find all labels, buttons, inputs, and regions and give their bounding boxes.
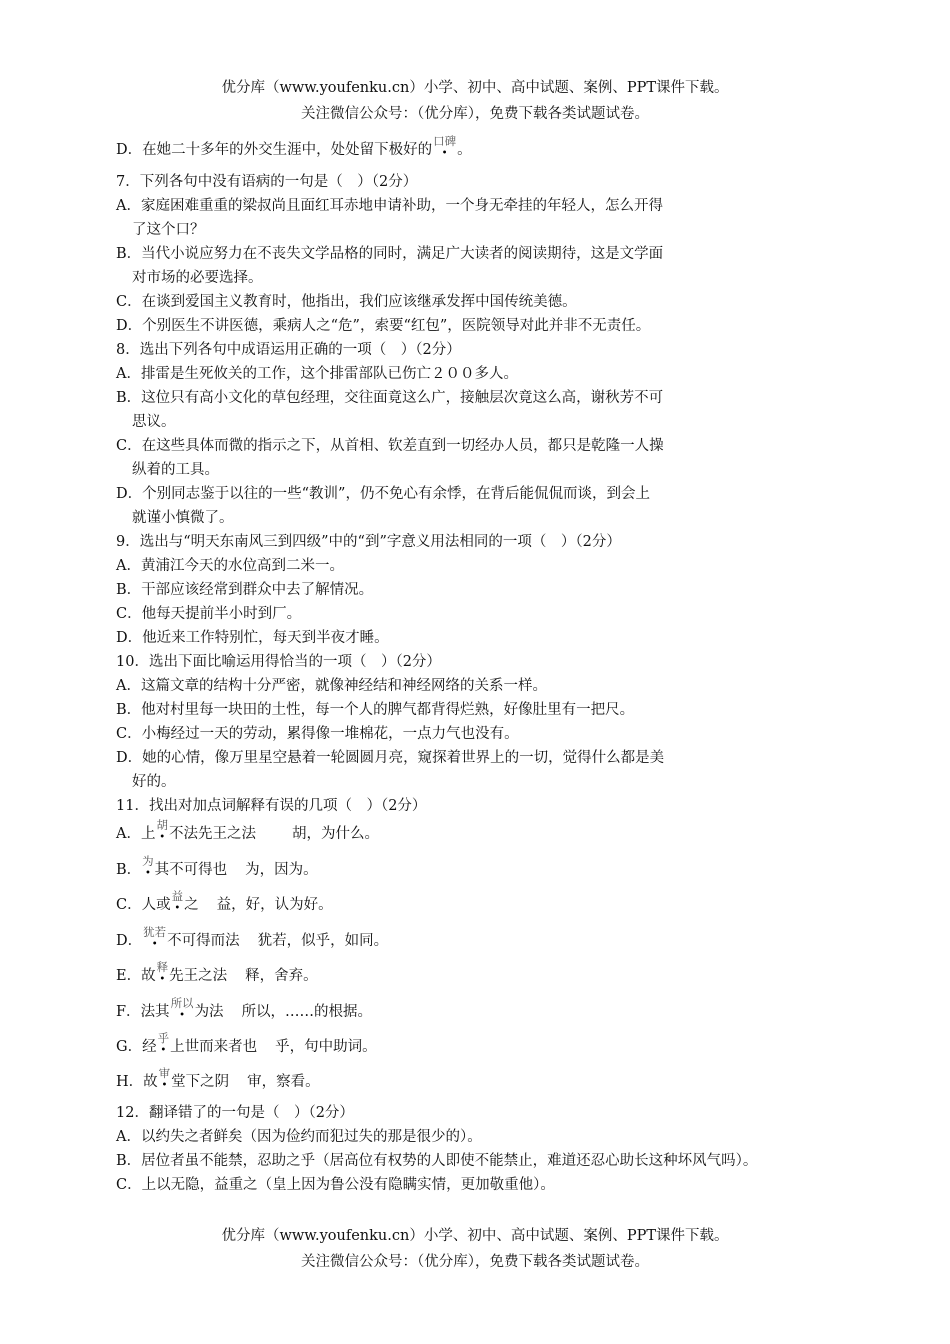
q6-option-d [116,134,472,160]
q10-option-d-cont: 好的。 [132,774,176,790]
q11-item-f [116,996,373,1022]
explanation: 释，舍弃。 [245,968,318,984]
q8-stem: 8．选出下列各句中成语运用正确的一项（ ）（2分） [116,342,461,358]
q11-item-d [116,925,389,951]
explanation: 所以，……的根据。 [241,1004,373,1020]
text: 不法先王之法 [168,826,256,842]
explanation: 为，因为。 [245,862,318,878]
dotted-word: 胡 [156,818,168,832]
q12-option-c: C．上以无隐，益重之（皇上因为鲁公没有隐瞒实情，更加敬重他）。 [116,1177,555,1193]
q9-option-a: A．黄浦江今天的水位高到二米一。 [116,558,344,574]
dotted-word: 犹若 [143,925,167,939]
dotted-word: 为 [142,854,154,868]
text: 人或 [141,897,171,913]
q10-option-a: A．这篇文章的结构十分严密，就像神经结和神经网络的关系一样。 [116,678,547,694]
dotted-word: 释 [156,960,169,974]
q7-option-c: C．在谈到爱国主义教育时，他指出，我们应该继承发挥中国传统美德。 [116,294,577,310]
dotted-word: 口碑 [433,134,457,148]
text: 上 [140,826,156,842]
dotted-word: 益 [171,889,184,903]
q9-stem: 9．选出与“明天东南风三到四级”中的“到”字意义用法相同的一项（ ）（2分） [116,534,621,550]
explanation: 乎，句中助词。 [275,1039,377,1055]
q7-option-a-cont: 了这个口？ [132,222,205,238]
explanation: 益，好，认为好。 [216,897,333,913]
option-label: E． [116,968,142,984]
q11-item-h [116,1066,320,1092]
q9-option-d: D．他近来工作特别忙，每天到半夜才睡。 [116,630,389,646]
q12-stem: 12．翻译错了的一句是（ ）（2分） [116,1105,354,1121]
q11-item-c [116,889,333,915]
q11-item-b [116,854,318,880]
q7-option-d: D．个别医生不讲医德，乘病人之“危”，索要“红包”，医院领导对此并非不无责任。 [116,318,651,334]
q10-stem: 10．选出下面比喻运用得恰当的一项（ ）（2分） [116,654,441,670]
q8-option-d-cont: 就谨小慎微了。 [132,510,234,526]
text: 。 [457,142,472,158]
footer-line-1: 优分库（www.youfenku.cn）小学、初中、高中试题、案例、PPT课件下载。 [221,1228,729,1244]
option-label: G． [116,1039,143,1055]
q11-item-g [116,1031,377,1057]
explanation: 胡，为什么。 [291,826,379,842]
q8-option-c: C．在这些具体而微的指示之下，从首相、钦差直到一切经办人员，都只是乾隆一人操 [116,438,664,454]
text: 堂下之阴 [171,1074,230,1090]
q7-option-a: A．家庭困难重重的梁叔尚且面红耳赤地申请补助，一个身无牵挂的年轻人，怎么开得 [116,198,663,214]
header-line-2: 关注微信公众号：（优分库），免费下载各类试题试卷。 [301,106,649,122]
footer-line-2: 关注微信公众号：（优分库），免费下载各类试题试卷。 [301,1254,649,1270]
dotted-word: 所以 [170,996,194,1010]
text: 其不可得也 [154,862,228,878]
q8-option-a: A．排雷是生死攸关的工作，这个排雷部队已伤亡２００多人。 [116,366,518,382]
q11-stem: 11．找出对加点词解释有误的几项（ ）（2分） [116,798,427,814]
q8-option-b: B．这位只有高小文化的草包经理，交往面竟这么广，接触层次竟这么高，谢秋芳不可 [116,390,664,406]
q9-option-c: C．他每天提前半小时到厂。 [116,606,302,622]
q8-option-b-cont: 思议。 [132,414,176,430]
q8-option-c-cont: 纵着的工具。 [132,462,219,478]
explanation: 犹若，似乎，如同。 [257,933,389,949]
text: 先王之法 [169,968,228,984]
q7-option-b-cont: 对市场的必要选择。 [132,270,263,286]
dotted-word: 审 [158,1066,171,1080]
explanation: 审，察看。 [247,1074,320,1090]
text: 之 [184,897,199,913]
option-label: F． [116,1004,141,1020]
text: 上世而来者也 [170,1039,258,1055]
text: D．在她二十多年的外交生涯中，处处留下极好的 [116,142,433,158]
q10-option-b: B．他对村里每一块田的土性，每一个人的脾气都背得烂熟，好像肚里有一把尺。 [116,702,635,718]
q10-option-c: C．小梅经过一天的劳动，累得像一堆棉花，一点力气也没有。 [116,726,519,742]
q12-option-a: A．以约失之者鲜矣（因为俭约而犯过失的那是很少的）。 [116,1129,482,1145]
q11-item-a [116,818,379,844]
q8-option-d: D．个别同志鉴于以往的一些“教训”，仍不免心有余悸，在背后能侃侃而谈，到会上 [116,486,650,502]
option-label: A． [116,826,141,842]
dotted-word: 乎 [157,1031,170,1045]
text: 经 [142,1039,157,1055]
option-label: B． [116,862,142,878]
text: 法其 [140,1004,170,1020]
header-line-1: 优分库（www.youfenku.cn）小学、初中、高中试题、案例、PPT课件下载。 [221,80,729,96]
q9-option-b: B．干部应该经常到群众中去了解情况。 [116,582,374,598]
option-label: C． [116,897,142,913]
q11-item-e [116,960,318,986]
text: 不可得而法 [167,933,240,949]
text: 为法 [194,1004,224,1020]
option-label: D． [116,933,143,949]
text: 故 [141,968,156,984]
q12-option-b: B．居位者虽不能禁，忍助之乎（居高位有权势的人即使不能禁止，难道还忍心助长这种坏风气吗）。 [116,1153,758,1169]
q7-option-b: B．当代小说应努力在不丧失文学品格的同时，满足广大读者的阅读期待，这是文学面 [116,246,664,262]
option-label: H． [116,1074,144,1090]
q10-option-d: D．她的心情，像万里星空悬着一轮圆圆月亮，窥探着世界上的一切，觉得什么都是美 [116,750,665,766]
q7-stem: 7．下列各句中没有语病的一句是（ ）（2分） [116,174,418,190]
text: 故 [143,1074,158,1090]
